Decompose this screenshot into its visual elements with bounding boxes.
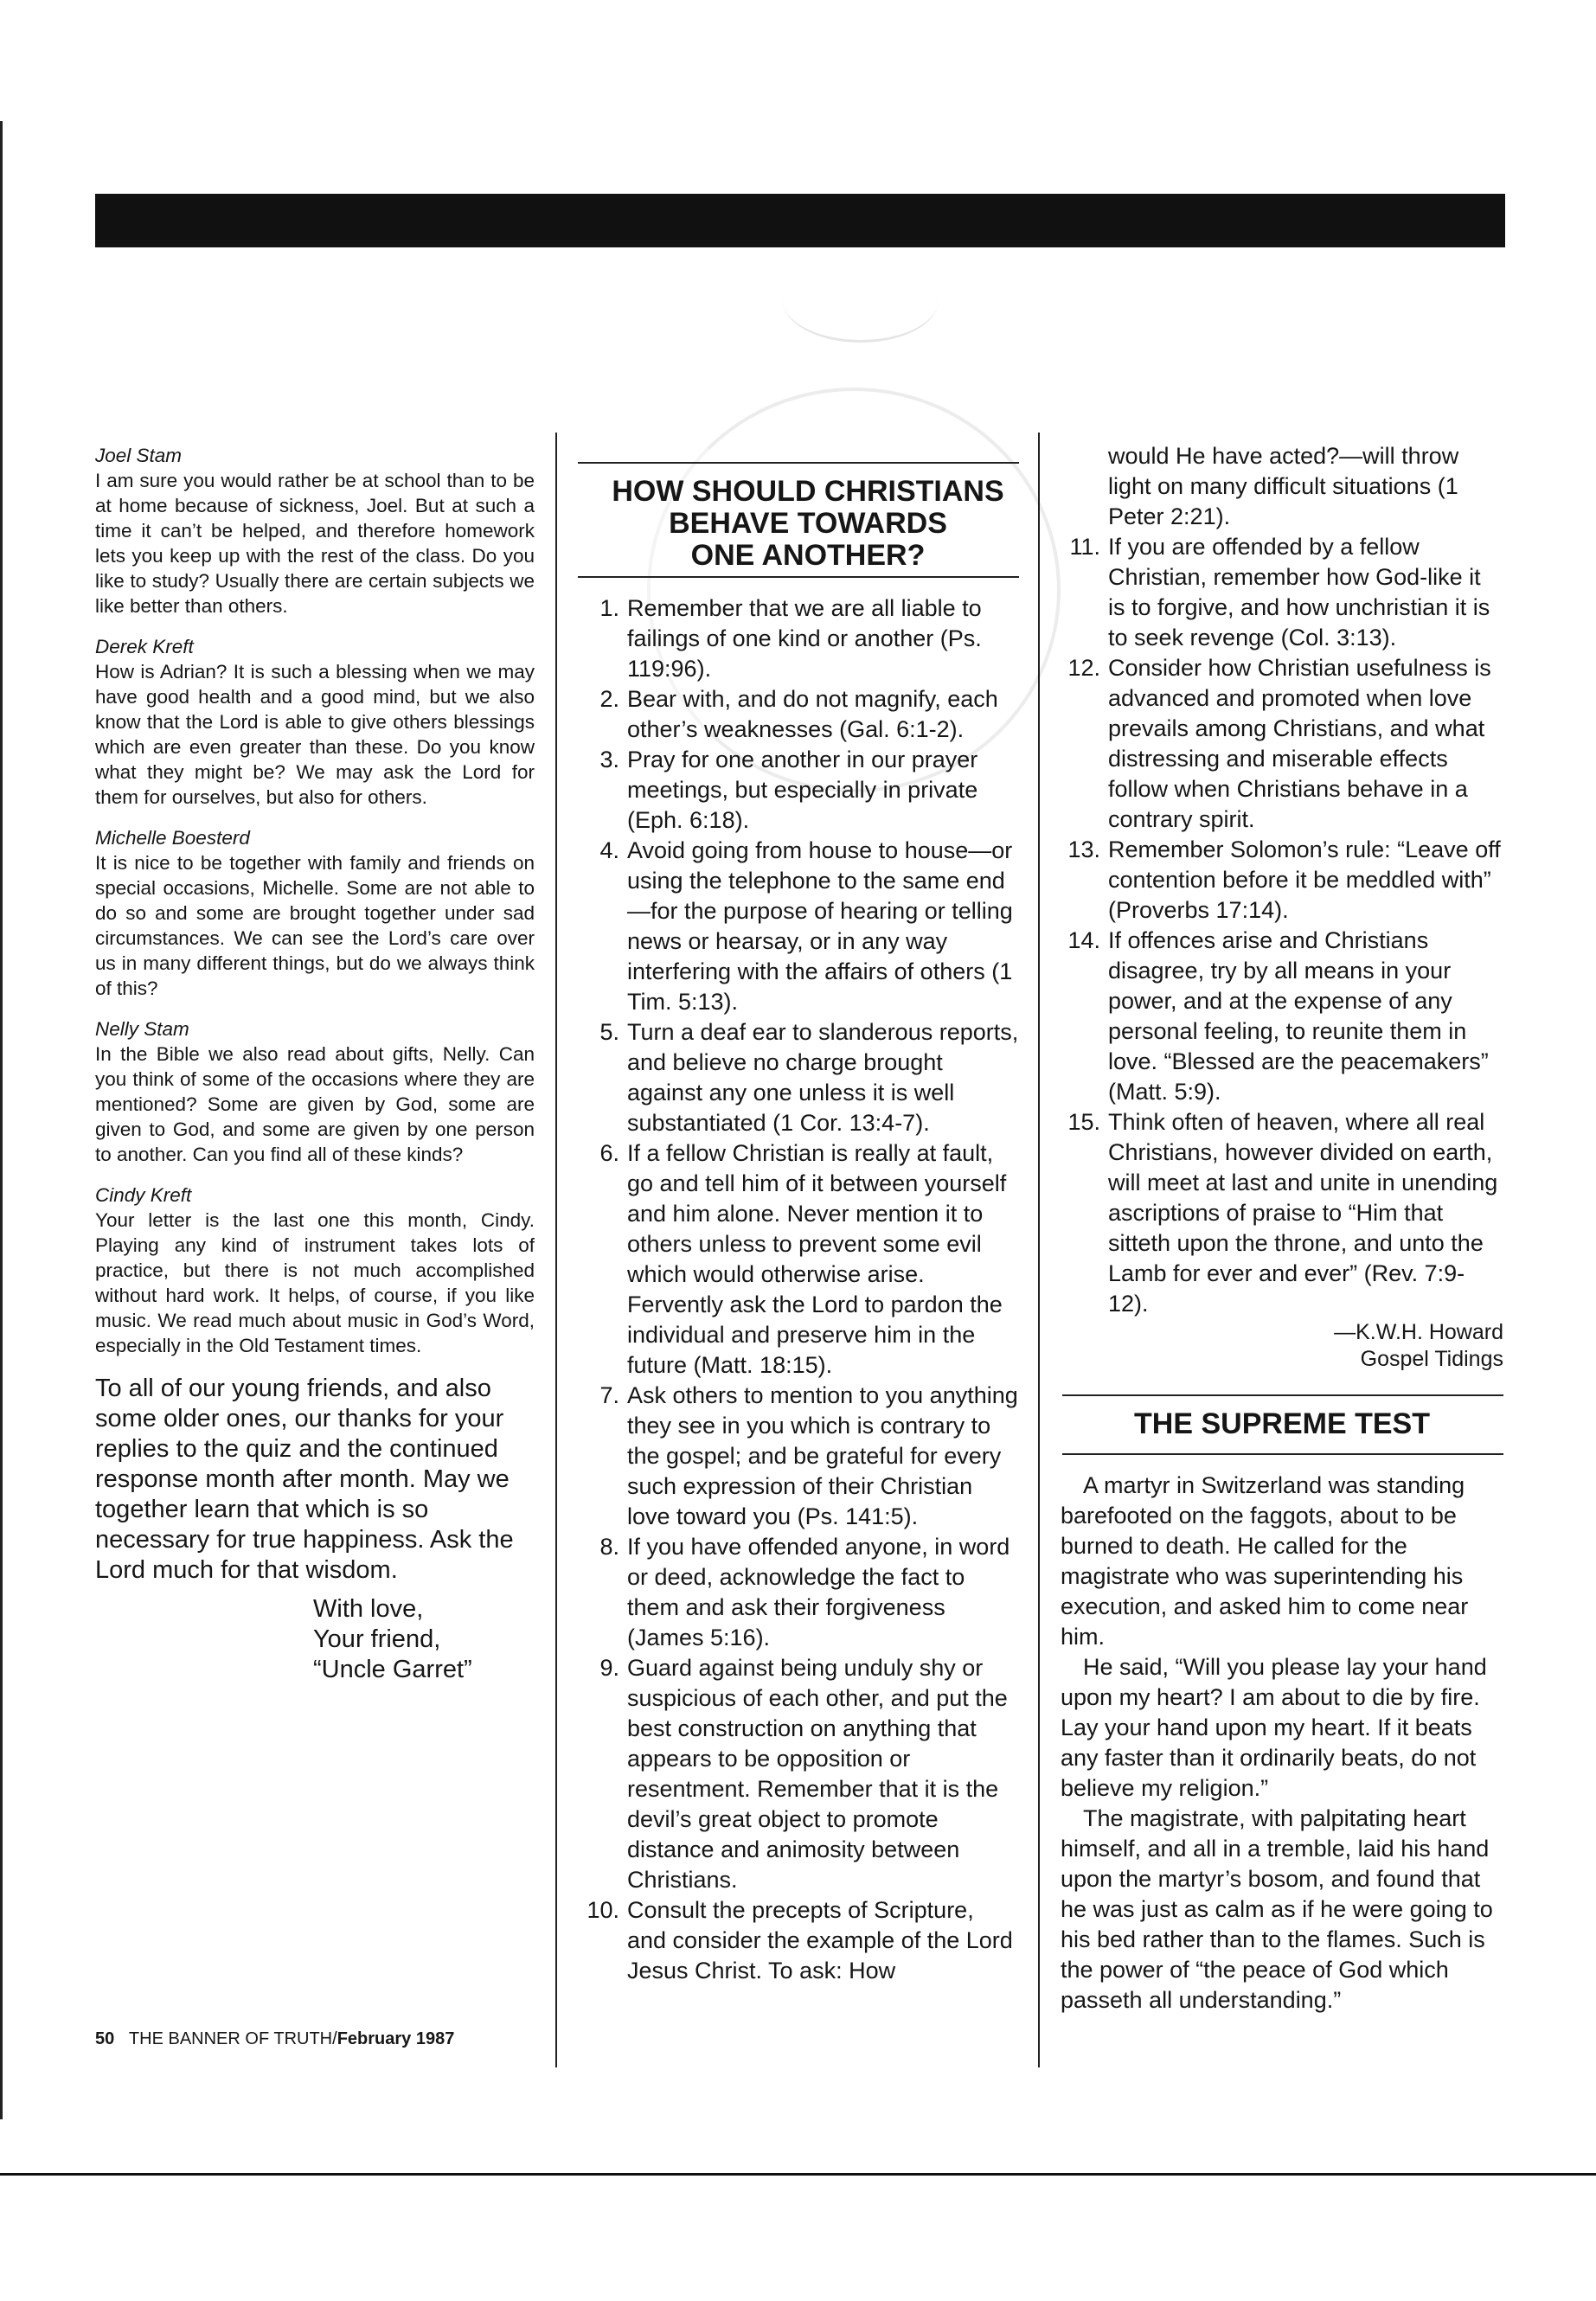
signoff [313, 1594, 535, 1685]
list-item [580, 1381, 1019, 1532]
item-number: 1. [599, 595, 619, 621]
coffee-stain-small [783, 258, 939, 343]
story-paragraph: He said, “Will you please lay your hand upon my heart? I am about to die by fire. Lay your hand upon my heart. If it beats any faster than it ordinarily beats, do not believe my religion.” [1061, 1654, 1487, 1801]
item-number: 8. [599, 1534, 619, 1560]
signoff-line: Your friend, [313, 1625, 441, 1653]
item-number: 13. [1067, 836, 1100, 862]
letter-name: Nelly Stam [95, 1018, 189, 1040]
item-text: If you have offended anyone, in word or deed, acknowledge the fact to them and ask their forgiveness (James 5:16). [627, 1534, 1010, 1650]
item-text: Turn a deaf ear to slanderous reports, and believe no charge brought against any one unless it is well substantiated (1 Cor. 13:4-7). [627, 1019, 1019, 1136]
list-item [1061, 926, 1503, 1107]
publication-name: THE BANNER OF TRUTH/ [128, 2029, 337, 2048]
letter-name: Derek Kreft [95, 636, 194, 657]
article-author: —K.W.H. Howard [1334, 1320, 1503, 1344]
letter-entry [95, 634, 535, 810]
article-title-line: BEHAVE TOWARDS [669, 507, 947, 540]
column-divider-right [1038, 433, 1040, 2067]
page-edge [0, 121, 3, 2119]
item-number: 5. [599, 1019, 619, 1045]
signoff-line: With love, [313, 1595, 424, 1623]
story-title-rule-bottom [1062, 1453, 1503, 1455]
story-paragraph: A martyr in Switzerland was standing barefooted on the faggots, about to be burned to death. He called for the magistrate who was superintending his execution, and asked him to come near him. [1061, 1472, 1469, 1650]
item-text: Ask others to mention to you anything they see in you which is contrary to the gospel; and be grateful for every such expression of their Christian love toward you (Ps. 141:5). [627, 1382, 1018, 1529]
item-text: If you are offended by a fellow Christian, remember how God-like it is to forgive, and how unchristian it is to seek revenge (Col. 3:13). [1108, 534, 1490, 651]
list-item [580, 1895, 1019, 1986]
item-text: Remember that we are all liable to failings of one kind or another (Ps. 119:96). [627, 595, 982, 682]
item-number: 3. [599, 747, 619, 772]
story-title: THE SUPREME TEST [1134, 1407, 1430, 1440]
letter-name: Joel Stam [95, 445, 183, 466]
list-item [580, 1653, 1019, 1895]
letter-reply: I am sure you would rather be at school than to be at home because of sickness, Joel. But at such a time it can’t be helped, and therefore homework lets you keep up with the rest of the class. Do you like to study? Usually there are certain subjects we like better than others. [95, 470, 535, 617]
item-text: Consider how Christian usefulness is advanced and promoted when love prevails among Christians, and what distressing and miserable effects follow when Christians behave in a contrary spirit. [1108, 655, 1491, 832]
story-body [1061, 1471, 1503, 2016]
item-text: Bear with, and do not magnify, each other’s weaknesses (Gal. 6:1-2). [627, 686, 998, 742]
list-item [580, 1138, 1019, 1381]
rules-list [580, 593, 1019, 1986]
item-text: Guard against being unduly shy or suspicious of each other, and put the best construction on anything that appears to be opposition or resentment. Remember that it is the devil’s great object to promote distance and animosity between Christians. [627, 1655, 1008, 1893]
header-bar [95, 194, 1505, 247]
item-text: Avoid going from house to house—or using the telephone to the same end—for the purpose of hearing or telling news or hearsay, or in any way interfering with the affairs of others (1 Tim. 5:13). [627, 837, 1013, 1015]
list-item [1061, 835, 1503, 926]
list-item [1061, 1107, 1503, 1319]
letter-entry [95, 1016, 535, 1167]
signoff-line: “Uncle Garret” [313, 1656, 472, 1683]
list-item [580, 593, 1019, 684]
item-number: 2. [599, 686, 619, 712]
closing-paragraph: To all of our young friends, and also some older ones, our thanks for your replies to the quiz and the continued response month after month. May we together learn that which is so necessary for true happiness. Ask the Lord much for that wisdom. [95, 1375, 514, 1584]
article-title-rule-bottom [578, 576, 1019, 578]
item-number: 4. [599, 837, 619, 863]
item-number: 10. [586, 1897, 619, 1923]
item-10-continuation: would He have acted?—will throw light on many difficult situations (1 Peter 2:21). [1108, 443, 1459, 529]
item-text: If a fellow Christian is really at fault, go and tell him of it between yourself and him alone. Never mention it to others unless to prevent some evil which would otherwise arise. Fervently ask the Lord to pardon the individual and preserve him in the future (Matt. 18:15). [627, 1140, 1007, 1378]
item-number: 7. [599, 1382, 619, 1408]
letter-name: Cindy Kreft [95, 1184, 192, 1206]
story-title-rule-top [1062, 1394, 1503, 1396]
letters-column [95, 443, 535, 1685]
article-continuation-column [1061, 441, 1503, 1373]
item-number: 6. [599, 1140, 619, 1166]
list-item [1061, 653, 1503, 835]
bottom-edge-rule [0, 2173, 1596, 2176]
letter-name: Michelle Boesterd [95, 827, 250, 849]
item-number: 11. [1069, 534, 1100, 560]
list-item [580, 684, 1019, 745]
letter-reply: How is Adrian? It is such a blessing when we may have good health and a good mind, but we also know that the Lord is able to give others blessings which are even greater than these. Do you know what they might be? We may ask the Lord for them for ourselves, but also for others. [95, 661, 535, 808]
item-number: 14. [1067, 927, 1100, 953]
article-credit [1061, 1319, 1503, 1373]
item-text: Consult the precepts of Scripture, and consider the example of the Lord Jesus Christ. To ask: How [627, 1897, 1013, 1984]
item-text: If offences arise and Christians disagree, try by all means in your power, and at the expense of any personal feeling, to reunite them in love. “Blessed are the peacemakers” (Matt. 5:9). [1108, 927, 1489, 1105]
article-title-rule-top [578, 462, 1019, 464]
story-paragraph: The magistrate, with palpitating heart himself, and all in a tremble, laid his hand upon the martyr’s bosom, and found that he was just as calm as if he were going to his bed rather than to the flames. Such is the power of “the peace of God which passeth all understanding.” [1061, 1805, 1493, 2013]
article-title-line: HOW SHOULD CHRISTIANS [612, 475, 1004, 508]
issue-date: February 1987 [337, 2029, 455, 2048]
article-column [580, 593, 1019, 1986]
article-source: Gospel Tidings [1360, 1347, 1503, 1371]
item-text: Pray for one another in our prayer meetings, but especially in private (Eph. 6:18). [627, 747, 978, 833]
letter-entry [95, 825, 535, 1001]
list-item [580, 745, 1019, 836]
column-divider-left [555, 433, 557, 2067]
list-item [1061, 532, 1503, 653]
article-title [578, 476, 1038, 572]
page-number: 50 [95, 2029, 115, 2048]
item-number: 9. [599, 1655, 619, 1681]
item-text: Remember Solomon’s rule: “Leave off contention before it be meddled with” (Proverbs 17:14). [1108, 836, 1501, 923]
letter-reply: It is nice to be together with family and friends on special occasions, Michelle. Some are not able to do so and some are brought together under sad circumstances. We can see the Lord’s care over us in many different things, but do we always think of this? [95, 852, 535, 999]
list-item [580, 836, 1019, 1017]
letter-reply: Your letter is the last one this month, Cindy. Playing any kind of instrument takes lots of practice, but there is not much accomplished without hard work. It helps, of course, if you like music. We read much about music in God’s Word, especially in the Old Testament times. [95, 1209, 535, 1356]
list-item [580, 1017, 1019, 1138]
letter-entry [95, 1183, 535, 1358]
page-footer [95, 2029, 454, 2049]
letter-entry [95, 443, 535, 619]
rules-list-continued [1061, 532, 1503, 1319]
item-number: 15. [1067, 1109, 1100, 1135]
letter-reply: In the Bible we also read about gifts, Nelly. Can you think of some of the occasions where they are mentioned? Some are given by God, some are given to God, and some are given by one person to another. Can you find all of these kinds? [95, 1043, 535, 1165]
item-number: 12. [1067, 655, 1100, 681]
article-title-line: ONE ANOTHER? [690, 539, 926, 572]
list-item [580, 1532, 1019, 1653]
item-text: Think often of heaven, where all real Christians, however divided on earth, will meet at last and unite in unending ascriptions of praise to “Him that sitteth upon the throne, and unto the Lamb for ever and ever” (Rev. 7:9-12). [1108, 1109, 1498, 1317]
